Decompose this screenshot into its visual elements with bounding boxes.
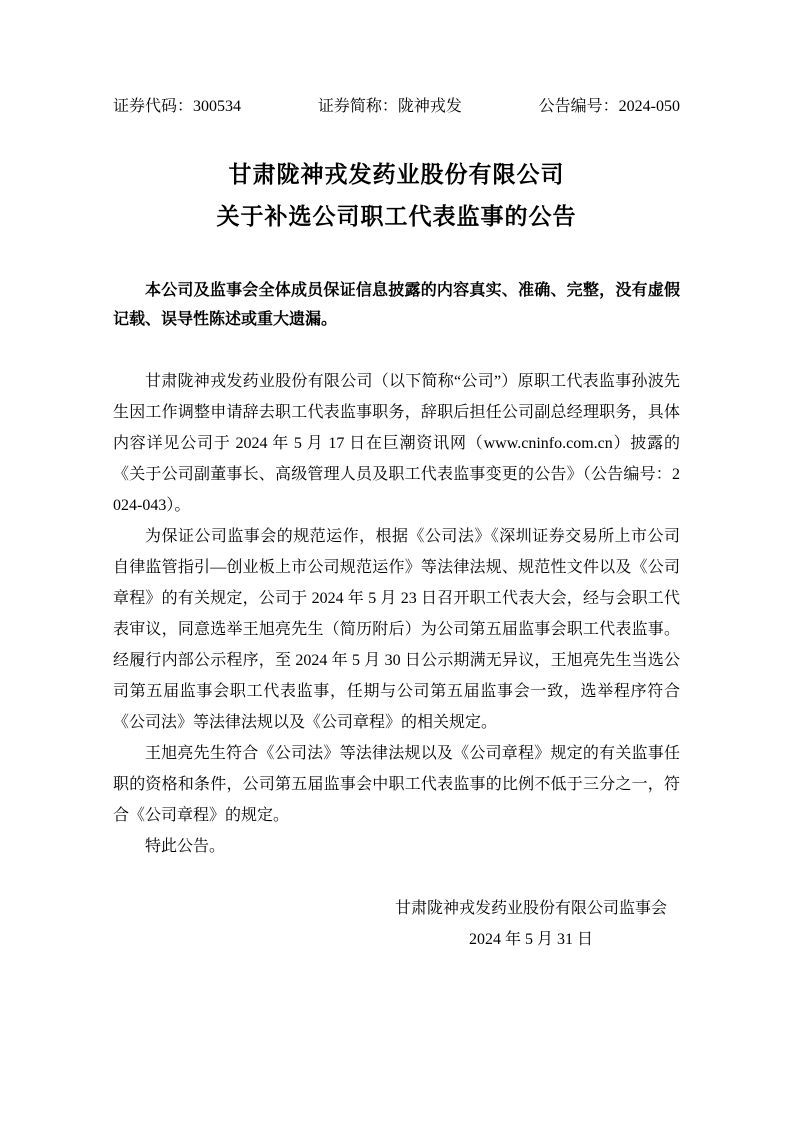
signature-company: 甘肃陇神戎发药业股份有限公司监事会 (394, 900, 667, 917)
disclaimer-paragraph: 本公司及监事会全体成员保证信息披露的内容真实、准确、完整，没有虚假记载、误导性陈述或重大遗漏。 (113, 282, 680, 328)
stock-abbr: 证券简称：陇神戎发 (317, 98, 462, 115)
body-text (113, 366, 680, 862)
signature-block (395, 893, 667, 955)
signature-date: 2024 年 5 月 31 日 (468, 931, 593, 948)
stock-code: 证券代码：300534 (113, 98, 242, 115)
paragraph-closing: 特此公告。 (145, 838, 226, 855)
doc-title-line1: 甘肃陇神戎发药业股份有限公司 (228, 161, 565, 187)
doc-title (113, 153, 680, 237)
doc-title-line2: 关于补选公司职工代表监事的公告 (216, 203, 577, 229)
paragraph-election: 为保证公司监事会的规范运作，根据《公司法》《深圳证券交易所上市公司自律监管指引—创业板上市公司规范运作》等法律法规、规范性文件以及《公司章程》的有关规定，公司于 2024 年 5 月 23 日召开职工代表大会，经与会职工代表审议，同意选举王旭亮先生（简历附后）为公司第五届监事会职工代表监事。经履行内部公示程序，至 2024 年 5 月 30 日公示期满无异议，王旭亮先生当选公司第五届监事会职工代表监事，任期与公司第五届监事会一致，选举程序符合《公司法》等法律法规以及《公司章程》的相关规定。 (113, 528, 680, 731)
paragraph-qualification: 王旭亮先生符合《公司法》等法律法规以及《公司章程》规定的有关监事任职的资格和条件，公司第五届监事会中职工代表监事的比例不低于三分之一，符合《公司章程》的规定。 (113, 745, 680, 824)
paragraph-resignation: 甘肃陇神戎发药业股份有限公司（以下简称“公司”）原职工代表监事孙波先生因工作调整申请辞去职工代表监事职务，辞职后担任公司副总经理职务，具体内容详见公司于 2024 年 5 月 17 日在巨潮资讯网（www.cninfo.com.cn）披露的《关于公司副董事长、高级管理人员及职工代表监事变更的公告》（公告编号：2024-043）。 (113, 373, 680, 514)
announcement-number: 公告编号：2024-050 (538, 98, 680, 115)
doc-header (113, 0, 680, 119)
